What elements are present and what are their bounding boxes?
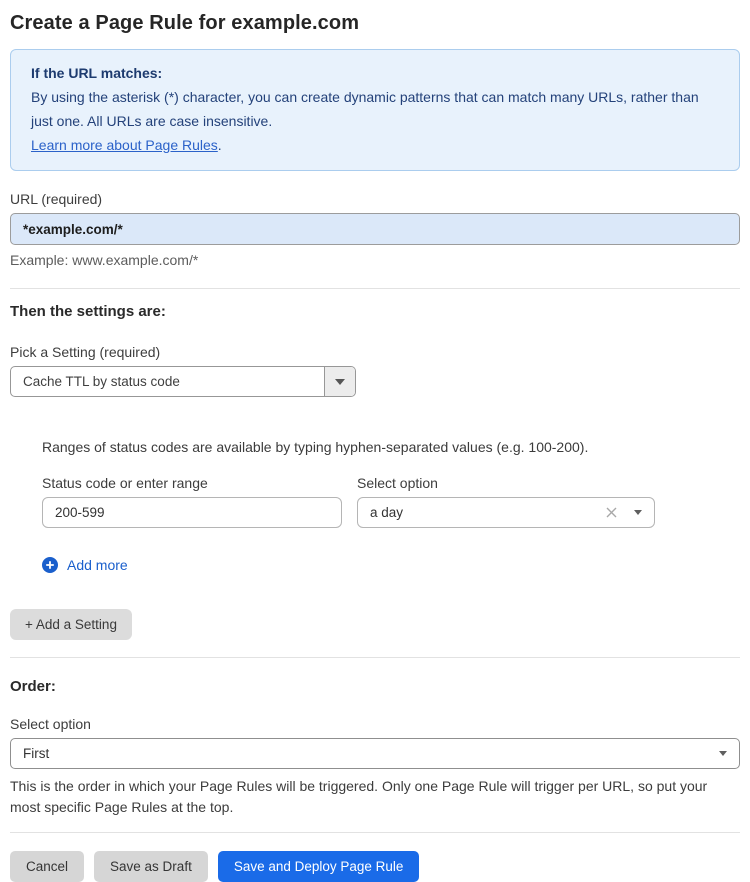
ttl-option-select[interactable] (357, 497, 655, 528)
status-code-label: Status code or enter range (42, 475, 208, 492)
chevron-down-icon (335, 379, 345, 385)
settings-section-heading: Then the settings are: (10, 303, 166, 321)
url-field-label: URL (required) (10, 191, 103, 208)
info-box-text: By using the asterisk (*) character, you can create dynamic patterns that can match many URLs, rather than just one. All URLs are case insensitive. (31, 89, 699, 130)
add-setting-button[interactable]: + Add a Setting (10, 609, 132, 640)
url-match-info-box (10, 49, 740, 171)
status-range-hint: Ranges of status codes are available by typing hyphen-separated values (e.g. 100-200). (42, 439, 589, 456)
ttl-option-column (357, 475, 655, 528)
status-code-row (42, 475, 740, 528)
add-more-button[interactable] (42, 557, 128, 573)
plus-circle-icon (42, 557, 58, 573)
add-more-label: Add more (67, 557, 128, 574)
clear-icon[interactable] (605, 506, 618, 519)
order-section-heading: Order: (10, 678, 56, 696)
save-and-deploy-button[interactable]: Save and Deploy Page Rule (218, 851, 420, 882)
divider (10, 657, 740, 658)
chevron-down-icon (719, 751, 727, 756)
info-box-body (31, 85, 719, 157)
divider (10, 832, 740, 833)
status-code-column (42, 475, 342, 528)
ttl-option-label: Select option (357, 475, 438, 492)
pick-setting-select[interactable] (10, 366, 356, 397)
divider (10, 288, 740, 289)
pick-setting-arrow-segment[interactable] (324, 367, 355, 396)
status-code-input[interactable] (42, 497, 342, 528)
order-select-value: First (23, 746, 50, 762)
info-box-heading: If the URL matches: (31, 65, 163, 81)
page-title: Create a Page Rule for example.com (10, 12, 360, 34)
ttl-option-value: a day (370, 505, 404, 521)
order-select[interactable] (10, 738, 740, 769)
setting-detail-panel (42, 439, 740, 578)
save-as-draft-button[interactable]: Save as Draft (94, 851, 208, 882)
footer-actions (10, 851, 740, 882)
learn-more-link[interactable]: Learn more about Page Rules (31, 137, 218, 154)
link-period: . (217, 137, 222, 154)
cancel-button[interactable]: Cancel (10, 851, 84, 882)
chevron-down-icon[interactable] (634, 510, 642, 515)
pick-setting-value: Cache TTL by status code (23, 374, 180, 390)
order-help-text: This is the order in which your Page Rules will be triggered. Only one Page Rule will trigger per URL, so put your most specific Page Rules at the top. (10, 778, 708, 815)
pick-setting-label: Pick a Setting (required) (10, 344, 161, 361)
url-example-text: Example: www.example.com/* (10, 252, 199, 269)
order-select-label: Select option (10, 716, 91, 733)
url-input[interactable] (10, 213, 740, 245)
